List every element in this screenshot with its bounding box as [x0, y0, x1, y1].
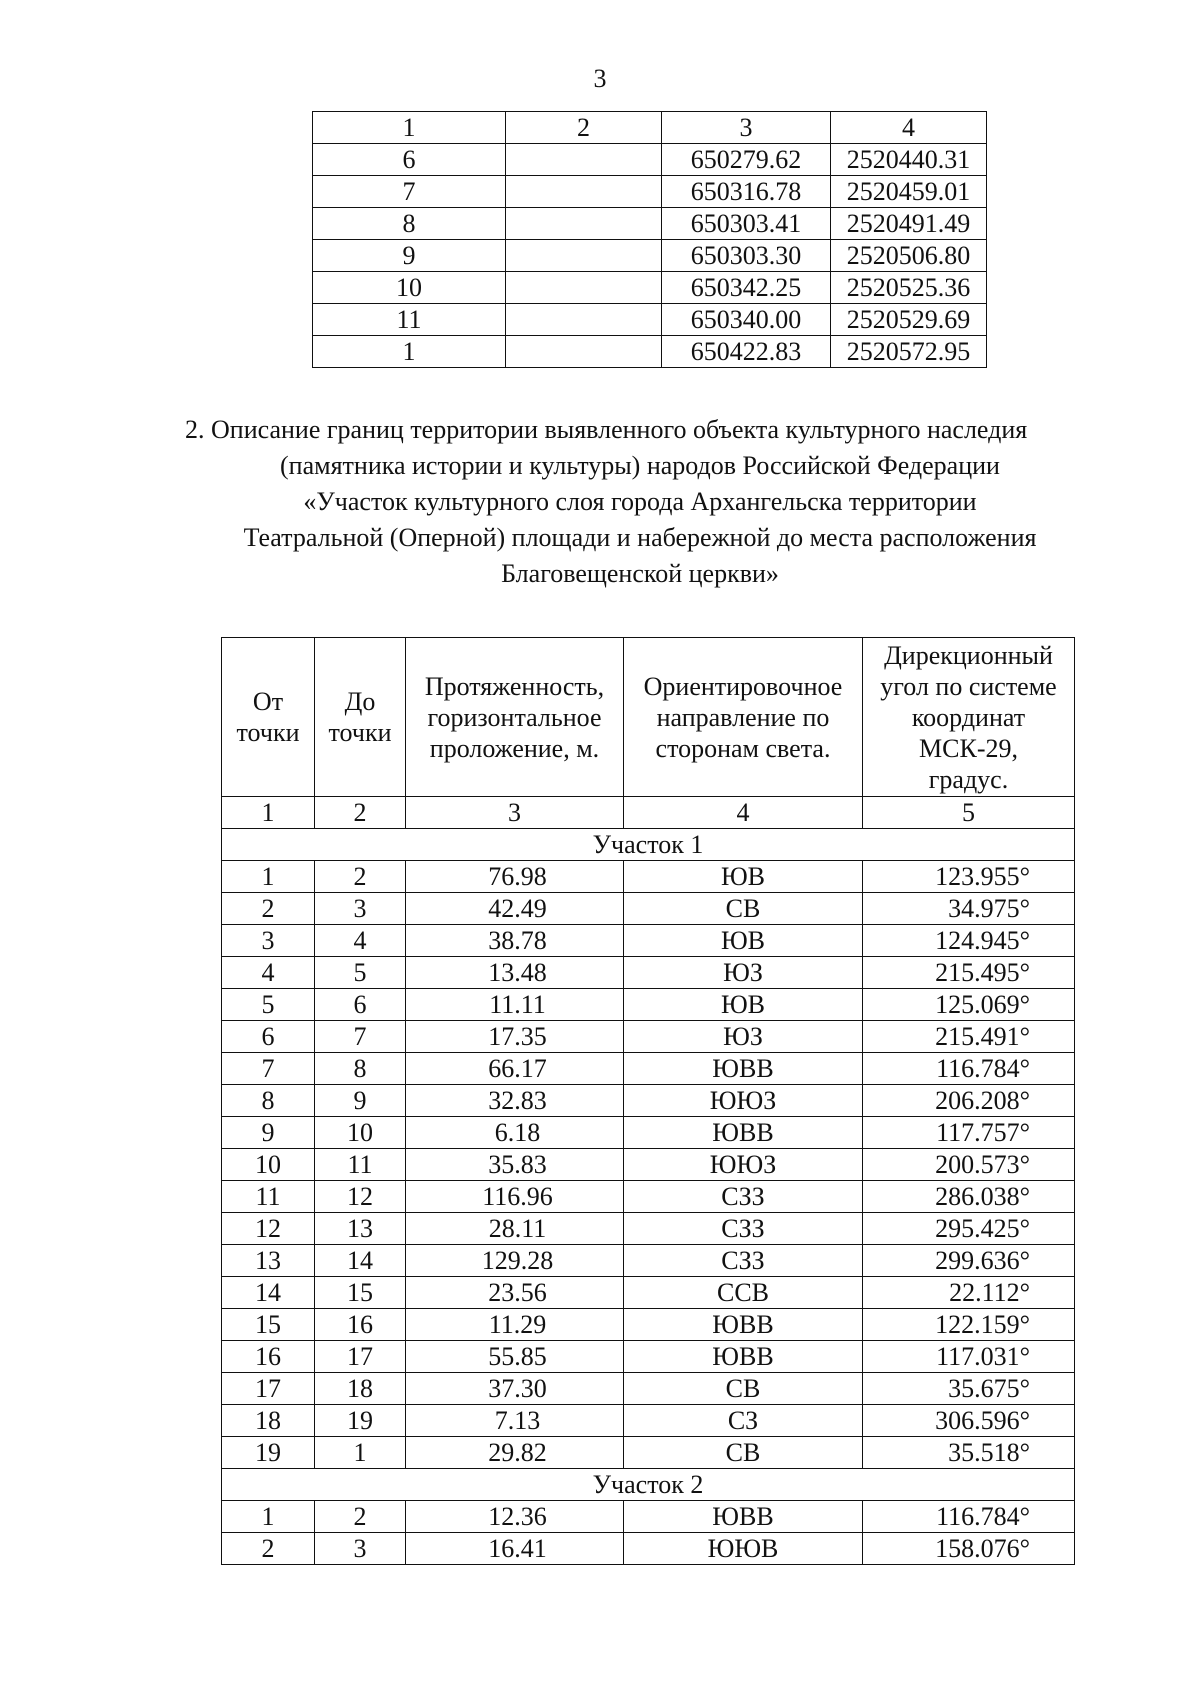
angle-cell: 116.784° — [863, 1053, 1075, 1085]
coordinates-row — [313, 304, 987, 336]
coordinate-cell: 1 — [313, 336, 506, 368]
direction-cell: ЮЮЗ — [624, 1149, 863, 1181]
direction-cell: ЮВ — [624, 989, 863, 1021]
coordinate-cell: 650316.78 — [662, 176, 831, 208]
boundary-row — [222, 1501, 1075, 1533]
length-cell: 38.78 — [406, 925, 624, 957]
coordinates-row — [313, 176, 987, 208]
boundary-row — [222, 1117, 1075, 1149]
direction-cell: ЮВ — [624, 925, 863, 957]
angle-cell: 286.038° — [863, 1181, 1075, 1213]
length-cell: 12.36 — [406, 1501, 624, 1533]
coordinate-cell: 11 — [313, 304, 506, 336]
length-cell: 129.28 — [406, 1245, 624, 1277]
to-point-cell: 7 — [315, 1021, 406, 1053]
to-point-cell: 13 — [315, 1213, 406, 1245]
boundary-row — [222, 1437, 1075, 1469]
angle-cell: 35.518° — [863, 1437, 1075, 1469]
direction-cell: СВ — [624, 1373, 863, 1405]
length-cell: 32.83 — [406, 1085, 624, 1117]
boundary-row — [222, 1341, 1075, 1373]
section-heading — [160, 412, 1120, 592]
length-cell: 11.29 — [406, 1309, 624, 1341]
angle-cell: 34.975° — [863, 893, 1075, 925]
boundary-row — [222, 1213, 1075, 1245]
from-point-cell: 4 — [222, 957, 315, 989]
to-point-cell: 4 — [315, 925, 406, 957]
direction-cell: СЗ — [624, 1405, 863, 1437]
to-point-cell: 12 — [315, 1181, 406, 1213]
column-number-cell: 5 — [863, 797, 1075, 829]
angle-cell: 116.784° — [863, 1501, 1075, 1533]
coordinate-cell: 6 — [313, 144, 506, 176]
to-point-cell: 3 — [315, 893, 406, 925]
direction-cell: ЮВВ — [624, 1501, 863, 1533]
to-point-cell: 8 — [315, 1053, 406, 1085]
length-cell: 7.13 — [406, 1405, 624, 1437]
column-header-line: точки — [236, 718, 300, 747]
boundary-row — [222, 1053, 1075, 1085]
column-header — [624, 638, 863, 797]
from-point-cell: 3 — [222, 925, 315, 957]
length-cell: 42.49 — [406, 893, 624, 925]
column-header-line: Ориентировочное — [643, 671, 843, 701]
from-point-cell: 14 — [222, 1277, 315, 1309]
boundary-row — [222, 1085, 1075, 1117]
length-cell: 11.11 — [406, 989, 624, 1021]
angle-cell: 215.495° — [863, 957, 1075, 989]
from-point-cell: 12 — [222, 1213, 315, 1245]
coordinates-header-row — [313, 112, 987, 144]
coordinate-cell — [506, 336, 662, 368]
column-header-line: сторонам света. — [655, 733, 831, 763]
column-number-cell: 4 — [624, 797, 863, 829]
coordinate-cell — [506, 304, 662, 336]
coordinates-table — [312, 111, 987, 368]
column-header — [222, 638, 315, 797]
direction-cell: ЮВ — [624, 861, 863, 893]
boundary-row — [222, 925, 1075, 957]
coordinate-cell — [506, 176, 662, 208]
coordinate-cell: 10 — [313, 272, 506, 304]
column-number-cell: 1 — [222, 797, 315, 829]
to-point-cell: 14 — [315, 1245, 406, 1277]
length-cell: 29.82 — [406, 1437, 624, 1469]
to-point-cell: 15 — [315, 1277, 406, 1309]
section-title-row — [222, 829, 1075, 861]
to-point-cell: 10 — [315, 1117, 406, 1149]
coordinate-cell — [506, 144, 662, 176]
column-header-line: горизонтальное — [427, 702, 602, 732]
direction-cell: ЮЮЗ — [624, 1085, 863, 1117]
direction-cell: ЮВВ — [624, 1117, 863, 1149]
direction-cell: ССВ — [624, 1277, 863, 1309]
angle-cell: 158.076° — [863, 1533, 1075, 1565]
from-point-cell: 18 — [222, 1405, 315, 1437]
section-heading-line: (памятника истории и культуры) народов Российской Федерации — [280, 451, 1000, 480]
column-numbers-row — [222, 797, 1075, 829]
length-cell: 6.18 — [406, 1117, 624, 1149]
section-heading-line: 2. Описание границ территории выявленного объекта культурного наследия — [185, 415, 1028, 444]
from-point-cell: 8 — [222, 1085, 315, 1117]
length-cell: 35.83 — [406, 1149, 624, 1181]
to-point-cell: 19 — [315, 1405, 406, 1437]
column-header-line: МСК-29, — [919, 733, 1018, 763]
coordinate-cell — [506, 208, 662, 240]
boundary-row — [222, 1245, 1075, 1277]
section-title: Участок 1 — [222, 829, 1075, 861]
length-cell: 13.48 — [406, 957, 624, 989]
column-number-cell: 3 — [406, 797, 624, 829]
boundary-description-table — [221, 637, 1075, 1565]
direction-cell: ЮЮВ — [624, 1533, 863, 1565]
coordinate-cell — [506, 272, 662, 304]
direction-cell: СЗЗ — [624, 1245, 863, 1277]
direction-cell: СЗЗ — [624, 1213, 863, 1245]
angle-cell: 122.159° — [863, 1309, 1075, 1341]
coordinate-cell: 2520529.69 — [831, 304, 987, 336]
boundary-header-row — [222, 638, 1075, 797]
column-header-line: координат — [911, 702, 1026, 732]
length-cell: 16.41 — [406, 1533, 624, 1565]
coordinates-row — [313, 240, 987, 272]
to-point-cell: 9 — [315, 1085, 406, 1117]
boundary-row — [222, 1181, 1075, 1213]
coordinate-cell: 9 — [313, 240, 506, 272]
coordinate-cell: 650340.00 — [662, 304, 831, 336]
length-cell: 76.98 — [406, 861, 624, 893]
to-point-cell: 18 — [315, 1373, 406, 1405]
direction-cell: ЮЗ — [624, 1021, 863, 1053]
boundary-row — [222, 957, 1075, 989]
from-point-cell: 6 — [222, 1021, 315, 1053]
angle-cell: 117.757° — [863, 1117, 1075, 1149]
coordinate-cell: 650422.83 — [662, 336, 831, 368]
from-point-cell: 5 — [222, 989, 315, 1021]
angle-cell: 299.636° — [863, 1245, 1075, 1277]
length-cell: 66.17 — [406, 1053, 624, 1085]
column-header-line: направление по — [656, 702, 830, 732]
from-point-cell: 10 — [222, 1149, 315, 1181]
boundary-row — [222, 893, 1075, 925]
coordinate-cell: 2520440.31 — [831, 144, 987, 176]
coordinate-cell — [506, 240, 662, 272]
length-cell: 28.11 — [406, 1213, 624, 1245]
from-point-cell: 7 — [222, 1053, 315, 1085]
direction-cell: СВ — [624, 893, 863, 925]
boundary-row — [222, 989, 1075, 1021]
column-header-line: Протяженность, — [424, 671, 605, 701]
length-cell: 37.30 — [406, 1373, 624, 1405]
from-point-cell: 1 — [222, 1501, 315, 1533]
coordinate-cell: 650303.30 — [662, 240, 831, 272]
section-title: Участок 2 — [222, 1469, 1075, 1501]
direction-cell: ЮВВ — [624, 1309, 863, 1341]
length-cell: 55.85 — [406, 1341, 624, 1373]
boundary-row — [222, 1149, 1075, 1181]
column-header-line: угол по системе — [880, 671, 1057, 701]
column-header-line: точки — [328, 718, 392, 747]
angle-cell: 200.573° — [863, 1149, 1075, 1181]
coordinate-cell: 2520459.01 — [831, 176, 987, 208]
angle-cell: 22.112° — [863, 1277, 1075, 1309]
length-cell: 23.56 — [406, 1277, 624, 1309]
from-point-cell: 11 — [222, 1181, 315, 1213]
boundary-row — [222, 1373, 1075, 1405]
coordinates-row — [313, 144, 987, 176]
column-header — [863, 638, 1075, 797]
section-title-row — [222, 1469, 1075, 1501]
from-point-cell: 15 — [222, 1309, 315, 1341]
from-point-cell: 13 — [222, 1245, 315, 1277]
to-point-cell: 5 — [315, 957, 406, 989]
coordinate-cell: 7 — [313, 176, 506, 208]
to-point-cell: 11 — [315, 1149, 406, 1181]
column-number-cell: 2 — [506, 112, 662, 144]
column-header-line: Дирекционный — [884, 640, 1053, 670]
boundary-row — [222, 1533, 1075, 1565]
from-point-cell: 2 — [222, 893, 315, 925]
angle-cell: 117.031° — [863, 1341, 1075, 1373]
to-point-cell: 6 — [315, 989, 406, 1021]
column-header — [315, 638, 406, 797]
coordinate-cell: 650342.25 — [662, 272, 831, 304]
to-point-cell: 16 — [315, 1309, 406, 1341]
boundary-row — [222, 861, 1075, 893]
from-point-cell: 19 — [222, 1437, 315, 1469]
length-cell: 17.35 — [406, 1021, 624, 1053]
coordinate-cell: 650303.41 — [662, 208, 831, 240]
boundary-row — [222, 1405, 1075, 1437]
coordinate-cell: 2520491.49 — [831, 208, 987, 240]
direction-cell: ЮВВ — [624, 1341, 863, 1373]
coordinate-cell: 650279.62 — [662, 144, 831, 176]
column-header-line: проложение, м. — [429, 733, 600, 763]
angle-cell: 124.945° — [863, 925, 1075, 957]
angle-cell: 123.955° — [863, 861, 1075, 893]
boundary-row — [222, 1021, 1075, 1053]
section-heading-line: «Участок культурного слоя города Архангельска территории — [303, 487, 977, 516]
direction-cell: ЮЗ — [624, 957, 863, 989]
from-point-cell: 9 — [222, 1117, 315, 1149]
angle-cell: 295.425° — [863, 1213, 1075, 1245]
from-point-cell: 2 — [222, 1533, 315, 1565]
to-point-cell: 2 — [315, 1501, 406, 1533]
column-number-cell: 3 — [662, 112, 831, 144]
coordinate-cell: 2520525.36 — [831, 272, 987, 304]
direction-cell: СВ — [624, 1437, 863, 1469]
from-point-cell: 16 — [222, 1341, 315, 1373]
angle-cell: 35.675° — [863, 1373, 1075, 1405]
angle-cell: 125.069° — [863, 989, 1075, 1021]
column-number-cell: 1 — [313, 112, 506, 144]
to-point-cell: 3 — [315, 1533, 406, 1565]
coordinates-row — [313, 208, 987, 240]
page-number: 3 — [593, 64, 607, 93]
column-header-line: градус. — [928, 764, 1009, 794]
direction-cell: ЮВВ — [624, 1053, 863, 1085]
column-number-cell: 4 — [831, 112, 987, 144]
column-header-line: От — [252, 687, 284, 716]
angle-cell: 215.491° — [863, 1021, 1075, 1053]
angle-cell: 306.596° — [863, 1405, 1075, 1437]
angle-cell: 206.208° — [863, 1085, 1075, 1117]
to-point-cell: 2 — [315, 861, 406, 893]
direction-cell: СЗЗ — [624, 1181, 863, 1213]
from-point-cell: 1 — [222, 861, 315, 893]
to-point-cell: 17 — [315, 1341, 406, 1373]
coordinate-cell: 2520506.80 — [831, 240, 987, 272]
section-heading-line: Театральной (Оперной) площади и набережной до места расположения — [243, 523, 1037, 552]
length-cell: 116.96 — [406, 1181, 624, 1213]
section-heading-line: Благовещенской церкви» — [501, 559, 779, 588]
coordinates-row — [313, 272, 987, 304]
column-header — [406, 638, 624, 797]
to-point-cell: 1 — [315, 1437, 406, 1469]
boundary-row — [222, 1277, 1075, 1309]
coordinate-cell: 2520572.95 — [831, 336, 987, 368]
column-header-line: До — [344, 687, 376, 716]
coordinates-row — [313, 336, 987, 368]
column-number-cell: 2 — [315, 797, 406, 829]
coordinate-cell: 8 — [313, 208, 506, 240]
boundary-row — [222, 1309, 1075, 1341]
from-point-cell: 17 — [222, 1373, 315, 1405]
